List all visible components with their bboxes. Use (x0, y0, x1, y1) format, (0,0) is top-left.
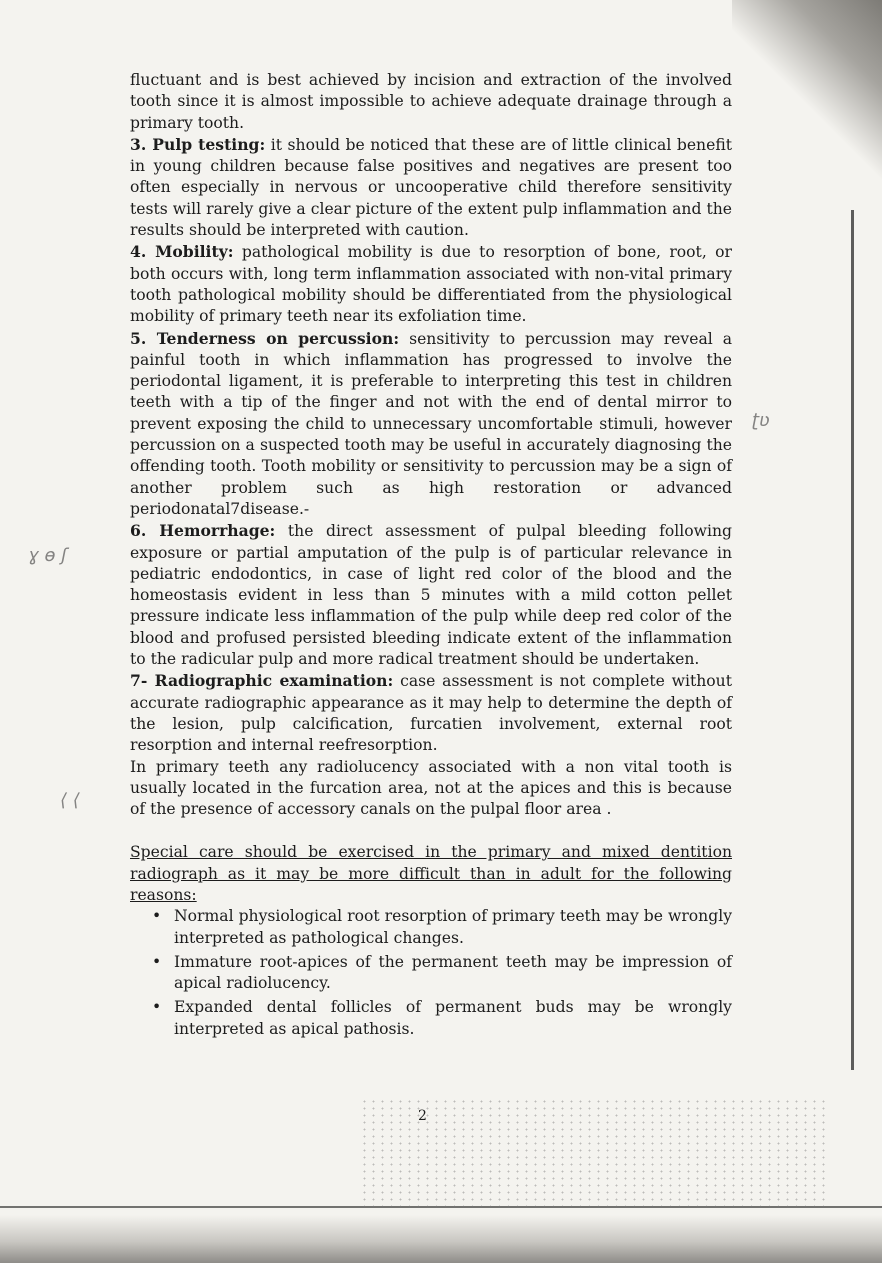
item-heading: 4. Mobility: (130, 242, 234, 262)
page-corner-shadow (732, 0, 882, 250)
item-body: pathological mobility is due to resorption of bone, root, or both occurs with, long term inflammation associated with non-vital primary tooth pathological mobility should be differentiated from the physiological mobility of primary teeth near its exfoliation time. (130, 243, 732, 326)
special-care-heading: Special care should be exercised in the primary and mixed dentition radiograph as it may be more difficult than in adult for the following reasons: (130, 843, 732, 904)
primary-teeth-note: In primary teeth any radiolucency associated with a non vital tooth is usually located in the furcation area, not at the apices and this is because of the presence of accessory canals on the pulpal floor area . (130, 757, 732, 819)
item-body: sensitivity to percussion may reveal a painful tooth in which inflammation has progressed to involve the periodontal ligament, it is preferable to interpreting this test in children teeth with a tip of the finger and not with the end of dental mirror to prevent exposing the child to unnecessary uncomfortable stimuli, however percussion on a suspected tooth may be useful in accurately diagnosing the offending tooth. Tooth mobility or sensitivity to percussion may be a sign of another problem such as high restoration or advanced periodonatal7disease.- (130, 329, 732, 518)
item-body: it should be noticed that these are of little clinical benefit in young children because false positives and negatives are present too often especially in nervous or uncooperative child therefore sensitivity tests will rarely give a clear picture of the extent pulp inflammation and the results should be interpreted with caution. (130, 135, 732, 240)
page-number: 2 (418, 1108, 427, 1124)
intro-paragraph: fluctuant and is best achieved by incision and extraction of the involved tooth since it is almost impossible to achieve adequate drainage through a primary tooth. (130, 71, 732, 132)
document-body (130, 70, 732, 1043)
item-heading: 6. Hemorrhage: (130, 521, 276, 541)
list-item: • Immature root-apices of the permanent teeth may be impression of apical radiolucency. (174, 952, 732, 995)
item-heading: 5. Tenderness on percussion: (130, 328, 400, 348)
list-item: • Normal physiological root resorption of primary teeth may be wrongly interpreted as pathological changes. (174, 906, 732, 949)
handwritten-margin-mark: ⟨ ⟨ (60, 790, 80, 811)
item-hemorrhage (130, 520, 732, 670)
item-body: the direct assessment of pulpal bleeding following exposure or partial amputation of the pulp is of particular relevance in pediatric endodontics, in case of light red color of the blood and the homeostasis evident in less than 5 minutes with a mild cotton pellet pressure indicate less inflammation of the pulp while deep red color of the blood and profused persisted bleeding indicate extent of the inflammation to the radicular pulp and more radical treatment should be undertaken. (130, 522, 732, 669)
item-radiographic (130, 670, 732, 756)
reasons-list (130, 906, 732, 1040)
page-edge-line (851, 210, 854, 1070)
item-heading: 3. Pulp testing: (130, 134, 266, 154)
scan-shadow (0, 1215, 882, 1263)
handwritten-margin-mark: ɣ ɵ ʃ (28, 545, 68, 566)
item-mobility (130, 241, 732, 327)
item-tenderness (130, 328, 732, 521)
item-body: case assessment is not complete without accurate radiographic appearance as it may help to determine the depth of the lesion, pulp calcification, furcatien involvement, external root resorption and internal reefresorption. (130, 672, 732, 755)
scan-noise (360, 1098, 830, 1208)
handwritten-margin-mark: ʈʋ (752, 410, 770, 431)
item-pulp-testing (130, 134, 732, 241)
list-item: • Expanded dental follicles of permanent buds may be wrongly interpreted as apical pathosis. (174, 997, 732, 1040)
item-heading: 7- Radiographic examination: (130, 671, 394, 691)
